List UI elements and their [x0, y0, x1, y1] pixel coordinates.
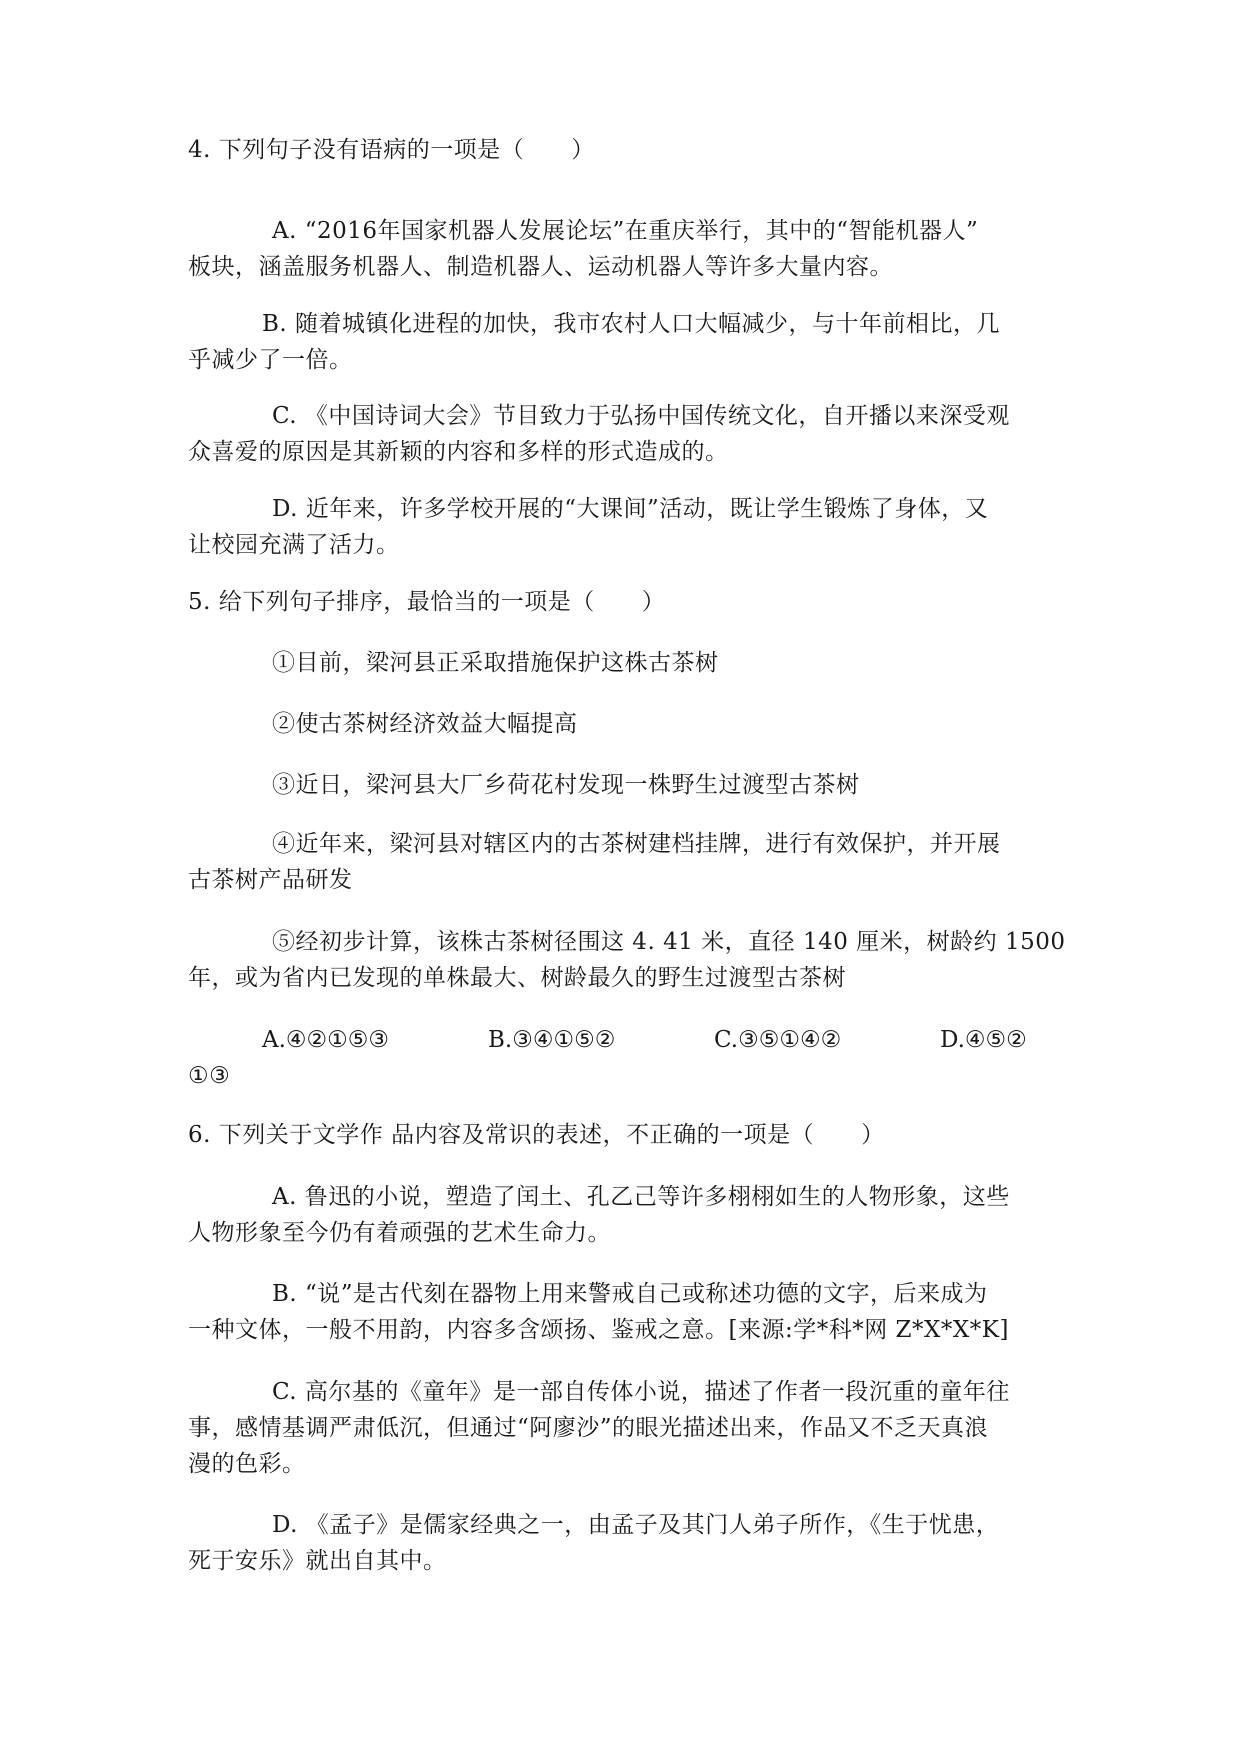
q6-option-b-line1: B. “说”是古代刻在器物上用来警戒自己或称述功德的文字，后来成为	[272, 1281, 988, 1307]
q5-sentence-2: ②使古茶树经济效益大幅提高	[272, 711, 578, 737]
q5-option-d: D.④⑤②	[940, 1027, 1027, 1053]
q5-option-d-wrap: ①③	[188, 1063, 231, 1089]
q5-sentence-4-line2: 古茶树产品研发	[188, 867, 353, 893]
q6-option-a-line2: 人物形象至今仍有着顽强的艺术生命力。	[188, 1220, 611, 1246]
q4-option-c-line1: C. 《中国诗词大会》节目致力于弘扬中国传统文化，自开播以来深受观	[272, 403, 1010, 429]
q6-option-b-line2: 一种文体，一般不用韵，内容多含颂扬、鉴戒之意。[来源:学*科*网 Z*X*X*K]	[188, 1317, 1009, 1343]
q5-sentence-5-line2: 年，或为省内已发现的单株最大、树龄最久的野生过渡型古茶树	[188, 965, 846, 991]
q6-option-d-line1: D. 《孟子》是儒家经典之一，由孟子及其门人弟子所作，《生于忧患，	[272, 1512, 1000, 1538]
q4-option-b-line2: 乎减少了一倍。	[188, 347, 353, 373]
q5-option-b: B.③④①⑤②	[488, 1027, 616, 1053]
q6-option-a-line1: A. 鲁迅的小说，塑造了闰土、孔乙己等许多栩栩如生的人物形象，这些	[272, 1184, 1010, 1210]
q6-option-c-line2: 事，感情基调严肃低沉，但通过“阿廖沙”的眼光描述出来，作品又不乏天真浪	[188, 1415, 989, 1441]
q5-sentence-1: ①目前，梁河县正采取措施保护这株古茶树	[272, 650, 719, 676]
q4-stem: 4. 下列句子没有语病的一项是（ ）	[188, 137, 595, 163]
q4-option-a-line2: 板块，涵盖服务机器人、制造机器人、运动机器人等许多大量内容。	[188, 254, 893, 280]
q4-option-a-line1: A. “2016年国家机器人发展论坛”在重庆举行，其中的“智能机器人”	[272, 218, 979, 244]
q4-option-b-line1: B. 随着城镇化进程的加快，我市农村人口大幅减少，与十年前相比，几	[262, 311, 1001, 337]
q5-stem: 5. 给下列句子排序，最恰当的一项是（ ）	[188, 589, 666, 615]
q5-options-row	[0, 1022, 1240, 1058]
q6-option-c-line1: C. 高尔基的《童年》是一部自传体小说，描述了作者一段沉重的童年往	[272, 1379, 1010, 1405]
q5-sentence-5-line1: ⑤经初步计算，该株古茶树径围这 4. 41 米，直径 140 厘米，树龄约 1500	[272, 929, 1066, 955]
q5-option-c: C.③⑤①④②	[714, 1027, 842, 1053]
q4-option-d-line2: 让校园充满了活力。	[188, 532, 400, 558]
q5-sentence-3: ③近日，梁河县大厂乡荷花村发现一株野生过渡型古茶树	[272, 772, 860, 798]
q4-option-d-line1: D. 近年来，许多学校开展的“大课间”活动，既让学生锻炼了身体，又	[272, 496, 989, 522]
q4-option-c-line2: 众喜爱的原因是其新颖的内容和多样的形式造成的。	[188, 439, 729, 465]
q5-sentence-4-line1: ④近年来，梁河县对辖区内的古茶树建档挂牌，进行有效保护，并开展	[272, 831, 1001, 857]
q6-option-c-line3: 漫的色彩。	[188, 1451, 306, 1477]
q6-option-d-line2: 死于安乐》就出自其中。	[188, 1548, 447, 1574]
q5-option-a: A.④②①⑤③	[262, 1027, 390, 1053]
q6-stem: 6. 下列关于文学作 品内容及常识的表述，不正确的一项是（ ）	[188, 1122, 885, 1148]
